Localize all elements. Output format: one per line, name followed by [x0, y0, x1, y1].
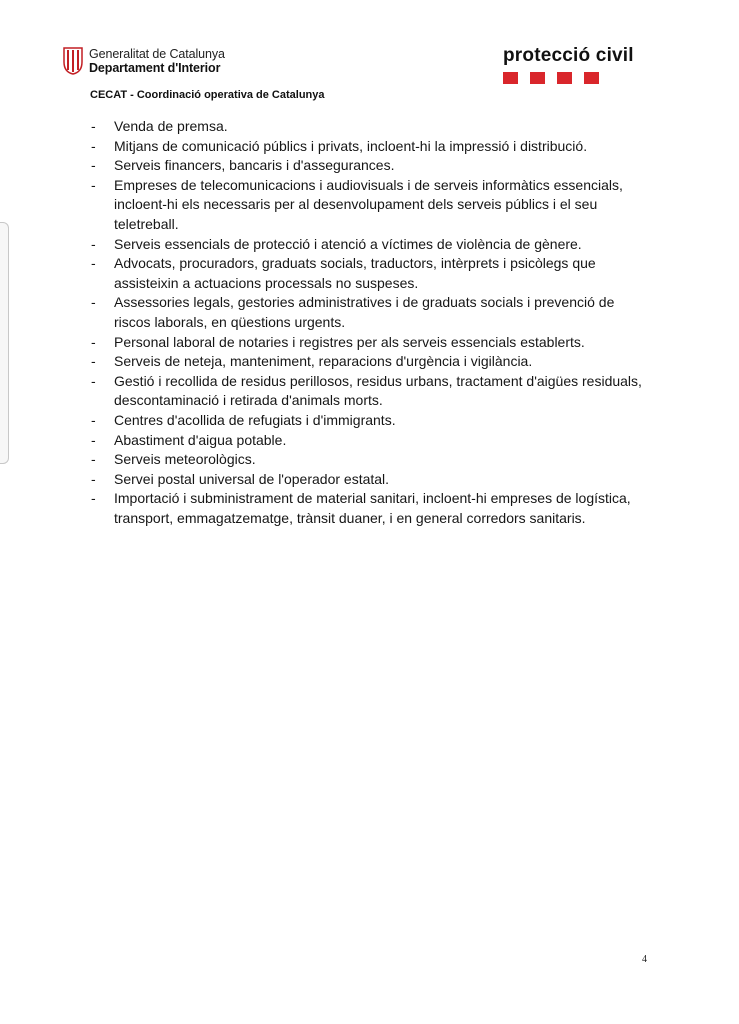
list-item-text: Assessories legals, gestories administratives i de graduats socials i prevenció de riscos laborals, en qüestions urgents.: [114, 294, 615, 330]
list-item-text: Gestió i recollida de residus perillosos, residus urbans, tractament d'aigües residuals, descontaminació i retirada d'animals morts.: [114, 372, 642, 409]
list-item-text: Serveis essencials de protecció i atenció a víctimes de violència de gènere.: [114, 235, 582, 252]
list-item-text: Serveis meteorològics.: [114, 451, 256, 468]
page-edge-tab[interactable]: [0, 222, 9, 464]
list-item-text: Abastiment d'aigua potable.: [114, 431, 287, 448]
list-item-text: Servei postal universal de l'operador estatal.: [114, 470, 390, 487]
list-item: [91, 431, 651, 451]
list-item-text: Serveis de neteja, manteniment, reparacions d'urgència i vigilància.: [114, 353, 533, 370]
essential-services-list: [91, 117, 651, 528]
list-item: [91, 333, 651, 353]
list-bullet: -: [91, 353, 96, 370]
list-item-text: Venda de premsa.: [114, 118, 228, 134]
list-item: [91, 235, 651, 255]
list-bullet: -: [91, 431, 96, 448]
list-item-text: Advocats, procuradors, graduats socials, traductors, intèrprets i psicòlegs que assisteixin a actuacions processals no suspeses.: [114, 255, 596, 291]
page-number: 4: [642, 954, 647, 965]
list-item-text: Importació i subministrament de material sanitari, incloent-hi empreses de logística, transport, emmagatzematge, trànsit duaner, i en general corredors sanitaris.: [114, 490, 631, 526]
list-bullet: -: [91, 157, 96, 174]
list-item: [91, 137, 651, 157]
list-bullet: -: [91, 255, 96, 272]
list-item-text: Mitjans de comunicació públics i privats, incloent-hi la impressió i distribució.: [114, 137, 588, 154]
gencat-header: [63, 46, 225, 76]
list-item: [91, 372, 651, 411]
list-item: [91, 117, 651, 137]
list-bullet: -: [91, 294, 96, 311]
list-item-text: Serveis financers, bancaris i d'assegurances.: [114, 157, 395, 174]
list-bullet: -: [91, 118, 96, 134]
list-item-text: Personal laboral de notaries i registres per als serveis essencials establerts.: [114, 333, 585, 350]
brand-square: [530, 72, 545, 84]
brand-name: protecció civil: [503, 45, 634, 66]
list-bullet: -: [91, 451, 96, 468]
org-name: Generalitat de Catalunya: [89, 47, 225, 61]
list-item: [91, 489, 651, 528]
brand-square: [503, 72, 518, 84]
gencat-logo-icon: [63, 47, 83, 75]
list-item: [91, 156, 651, 176]
department-name: Departament d'Interior: [89, 61, 221, 75]
list-item-text: Empreses de telecomunicacions i audiovisuals i de serveis informàtics essencials, incloent-hi els necessaris per al desenvolupament dels serveis públics i el seu teletreball.: [114, 176, 623, 232]
list-bullet: -: [91, 176, 96, 193]
proteccio-civil-logo: [503, 45, 634, 84]
brand-square: [584, 72, 599, 84]
list-item: [91, 352, 651, 372]
list-bullet: -: [91, 470, 96, 487]
brand-square: [557, 72, 572, 84]
list-item: [91, 176, 651, 235]
list-item: [91, 450, 651, 470]
list-item: [91, 470, 651, 490]
list-bullet: -: [91, 235, 96, 252]
list-item: [91, 411, 651, 431]
list-item-text: Centres d'acollida de refugiats i d'immigrants.: [114, 411, 396, 428]
list-bullet: -: [91, 372, 96, 389]
list-item: [91, 293, 651, 332]
list-bullet: -: [91, 333, 96, 350]
list-bullet: -: [91, 411, 96, 428]
brand-squares: [503, 72, 634, 84]
document-subtitle: CECAT - Coordinació operativa de Catalunya: [90, 89, 325, 101]
list-bullet: -: [91, 490, 96, 507]
list-bullet: -: [91, 137, 96, 154]
list-item: [91, 254, 651, 293]
